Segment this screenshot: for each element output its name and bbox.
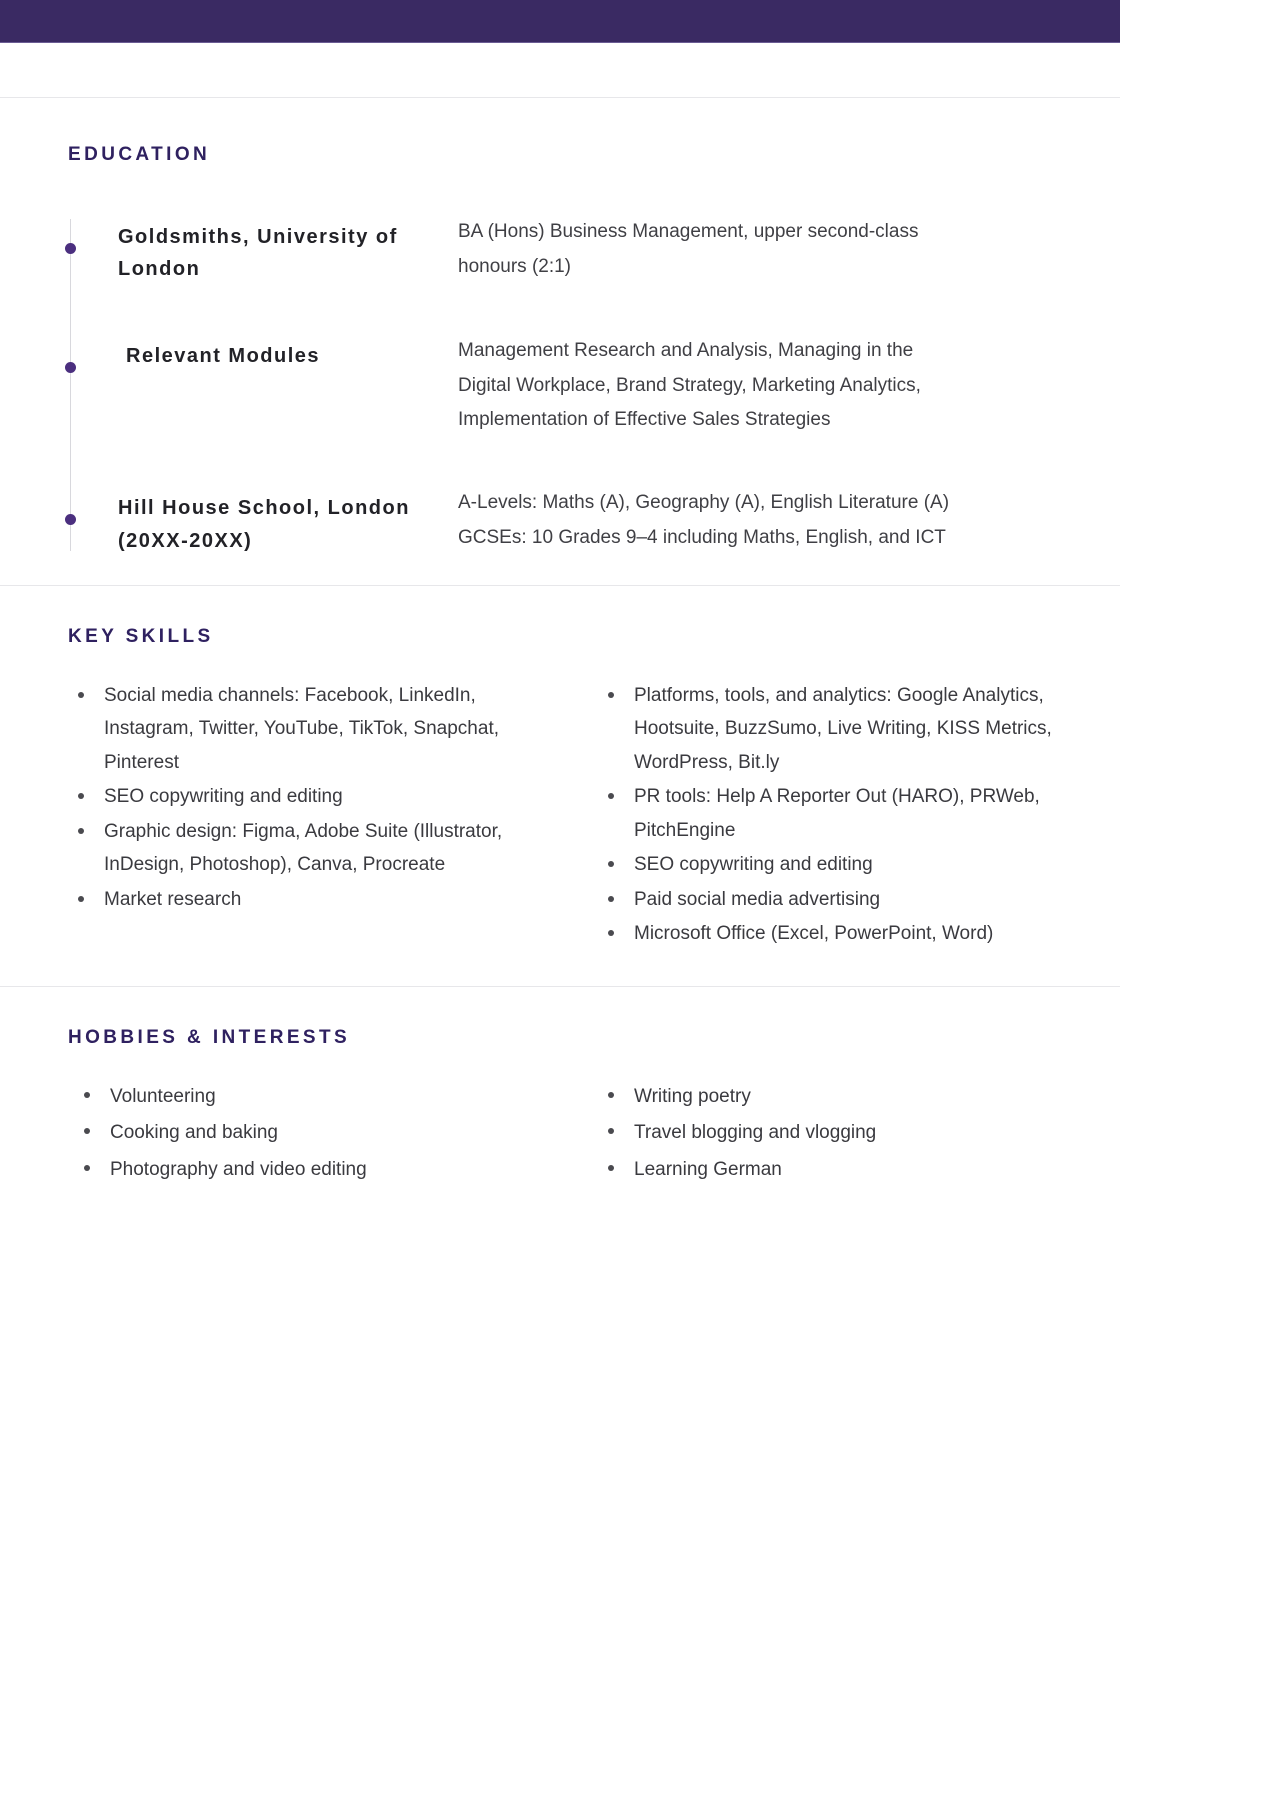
education-detail-line: Implementation of Effective Sales Strategies [458, 409, 831, 431]
header-band-underline [0, 42, 1120, 43]
education-detail-line: honours (2:1) [458, 255, 572, 277]
list-item: Photography and video editing [110, 1152, 560, 1187]
education-entry [68, 211, 1052, 286]
list-item: Travel blogging and vlogging [634, 1115, 1052, 1150]
education-heading-row [68, 144, 1052, 167]
key-skills-left-list [68, 679, 560, 916]
key-skills-heading-row [68, 626, 1052, 649]
list-item: Platforms, tools, and analytics: Google Analytics, Hootsuite, BuzzSumo, Live Writing, KISS Metrics, WordPress, Bit.ly [634, 679, 1052, 779]
key-skills-right-list [598, 679, 1052, 951]
education-detail-line: Management Research and Analysis, Managing in the [458, 339, 914, 361]
education-timeline [68, 211, 1052, 557]
list-item: Graphic design: Figma, Adobe Suite (Illustrator, InDesign, Photoshop), Canva, Procreate [104, 815, 560, 882]
hobbies-right-column [560, 1079, 1052, 1187]
timeline-dot-icon [65, 362, 76, 373]
education-institution: Relevant Modules [126, 344, 321, 367]
list-item: SEO copywriting and editing [104, 780, 560, 813]
hobbies-right-list [592, 1079, 1052, 1186]
education-institution: Goldsmiths, University of London [118, 225, 398, 281]
key-skills-section [0, 586, 1120, 985]
timeline-dot-icon [65, 243, 76, 254]
education-detail-line: BA (Hons) Business Management, upper second-class [458, 220, 919, 242]
list-item: Writing poetry [634, 1079, 1052, 1114]
education-detail [458, 330, 1052, 439]
list-item: Market research [104, 883, 560, 916]
hobbies-left-list [68, 1079, 560, 1186]
key-skills-left-column [68, 679, 560, 952]
education-section [0, 98, 1120, 585]
list-item: Paid social media advertising [634, 883, 1052, 916]
education-detail-line: A-Levels: Maths (A), Geography (A), English Literature (A) [458, 492, 950, 514]
hobbies-columns [68, 1079, 1052, 1187]
key-skills-right-column [560, 679, 1052, 952]
list-item: Volunteering [110, 1079, 560, 1114]
list-item: Learning German [634, 1152, 1052, 1187]
education-institution: Hill House School, London (20XX-20XX) [118, 497, 410, 552]
key-skills-heading: KEY SKILLS [68, 626, 214, 648]
hobbies-heading-row [68, 1027, 1052, 1050]
list-item: PR tools: Help A Reporter Out (HARO), PRWeb, PitchEngine [634, 780, 1052, 847]
education-detail-line: Digital Workplace, Brand Strategy, Marketing Analytics, [458, 374, 921, 396]
hobbies-left-column [68, 1079, 560, 1187]
header-band [0, 0, 1120, 42]
list-item: SEO copywriting and editing [634, 848, 1052, 881]
education-detail [458, 211, 1052, 285]
list-item: Microsoft Office (Excel, PowerPoint, Word) [634, 917, 1052, 950]
education-detail [458, 482, 1052, 556]
list-item: Cooking and baking [110, 1115, 560, 1150]
education-detail-line: GCSEs: 10 Grades 9–4 including Maths, English, and ICT [458, 527, 946, 549]
education-entry [68, 330, 1052, 439]
key-skills-columns [68, 679, 1052, 952]
education-heading: EDUCATION [68, 144, 211, 165]
hobbies-heading: HOBBIES & INTERESTS [68, 1026, 351, 1048]
hobbies-section [0, 987, 1120, 1218]
list-item: Social media channels: Facebook, LinkedIn, Instagram, Twitter, YouTube, TikTok, Snapchat, Pinterest [104, 679, 560, 779]
education-entry [68, 482, 1052, 557]
